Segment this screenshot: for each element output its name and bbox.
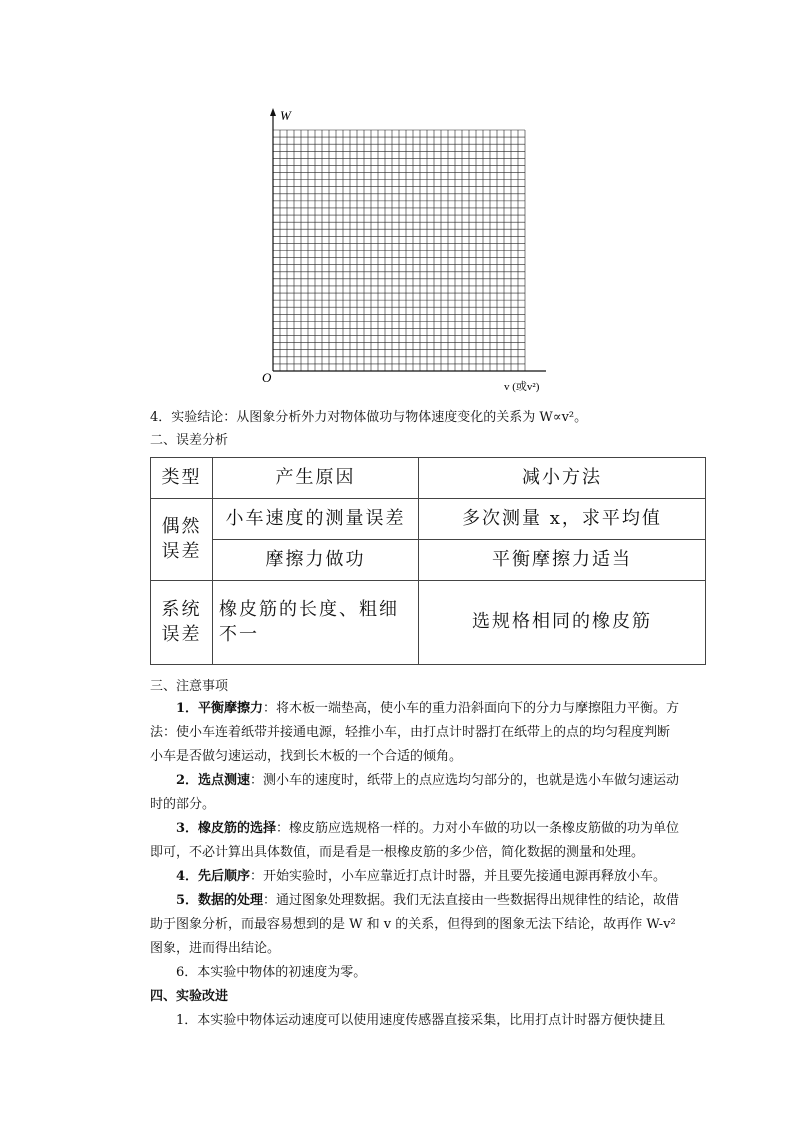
note-3-heading: 3．橡皮筋的选择 [176,821,277,836]
header-cause: 产生原因 [213,458,419,499]
x-axis-label: v (或v²) [504,381,540,393]
note-2-text: ：测小车的速度时，纸带上的点应选均匀部分的，也就是选小车做匀速运动时的部分。 [150,773,680,812]
error-analysis-table [150,457,706,665]
note-1-heading: 1．平衡摩擦力 [176,701,264,716]
note-5-text: ：通过图象处理数据。我们无法直接由一些数据得出规律性的结论，故借助于图象分析，而最容易想到的是 W 和 v 的关系，但得到的图象无法下结论，故再作 W-v² 图象，进而得出结论。 [150,893,680,956]
origin-label: O [262,370,272,385]
y-axis-label: W [280,108,291,123]
note-item-2 [150,769,680,817]
method-cell: 平衡摩擦力适当 [419,540,706,581]
note-4-heading: 4．先后顺序 [176,869,251,884]
conclusion-text: 4．实验结论：从图象分析外力对物体做功与物体速度变化的关系为 W∝v²。 [150,410,588,425]
note-4-text: ：开始实验时，小车应靠近打点计时器，并且要先接通电源再释放小车。 [250,869,667,884]
note-1-text: ：将木板一端垫高，使小车的重力沿斜面向下的分力与摩擦阻力平衡。方法：使小车连着纸带并接通电源，轻推小车，由打点计时器打在纸带上的点的均匀程度判断小车是否做匀速运动，找到长木板的一个合适的倾角。 [150,701,680,764]
note-item-1 [150,697,680,769]
grid-lines [273,130,525,371]
improvement-item-1: 1．本实验中物体运动速度可以使用速度传感器直接采集，比用打点计时器方便快捷且 [176,1013,666,1028]
y-axis-arrow-icon [270,108,276,116]
group-systematic-error: 系统误差 [151,581,213,665]
note-item-3 [150,817,680,865]
header-type: 类型 [151,458,213,499]
work-velocity-graph [258,100,558,400]
table-row [151,540,706,581]
table-row [151,581,706,665]
method-cell: 选规格相同的橡皮筋 [419,581,706,665]
table-row [151,499,706,540]
cause-cell: 摩擦力做功 [213,540,419,581]
cause-cell: 小车速度的测量误差 [213,499,419,540]
method-cell: 多次测量 x，求平均值 [419,499,706,540]
section-error-analysis-title: 二、误差分析 [150,433,229,448]
table-header-row [151,458,706,499]
header-method: 减小方法 [419,458,706,499]
section-notes-title: 三、注意事项 [150,679,229,694]
cause-cell: 橡皮筋的长度、粗细不一 [213,581,419,665]
section-improvement-title: 四、实验改进 [150,989,229,1004]
note-5-heading: 5．数据的处理 [176,893,264,908]
note-item-5 [150,889,680,961]
note-2-heading: 2．选点测速 [176,773,251,788]
note-item-4 [150,865,680,889]
note-item-6: 6．本实验中物体的初速度为零。 [176,965,367,980]
note-3-text: ：橡皮筋应选规格一样的。力对小车做的功以一条橡皮筋做的功为单位即可，不必计算出具体数值，而是看是一根橡皮筋的多少倍，简化数据的测量和处理。 [150,821,680,860]
group-random-error: 偶然误差 [151,499,213,581]
notes-body [150,697,680,1033]
